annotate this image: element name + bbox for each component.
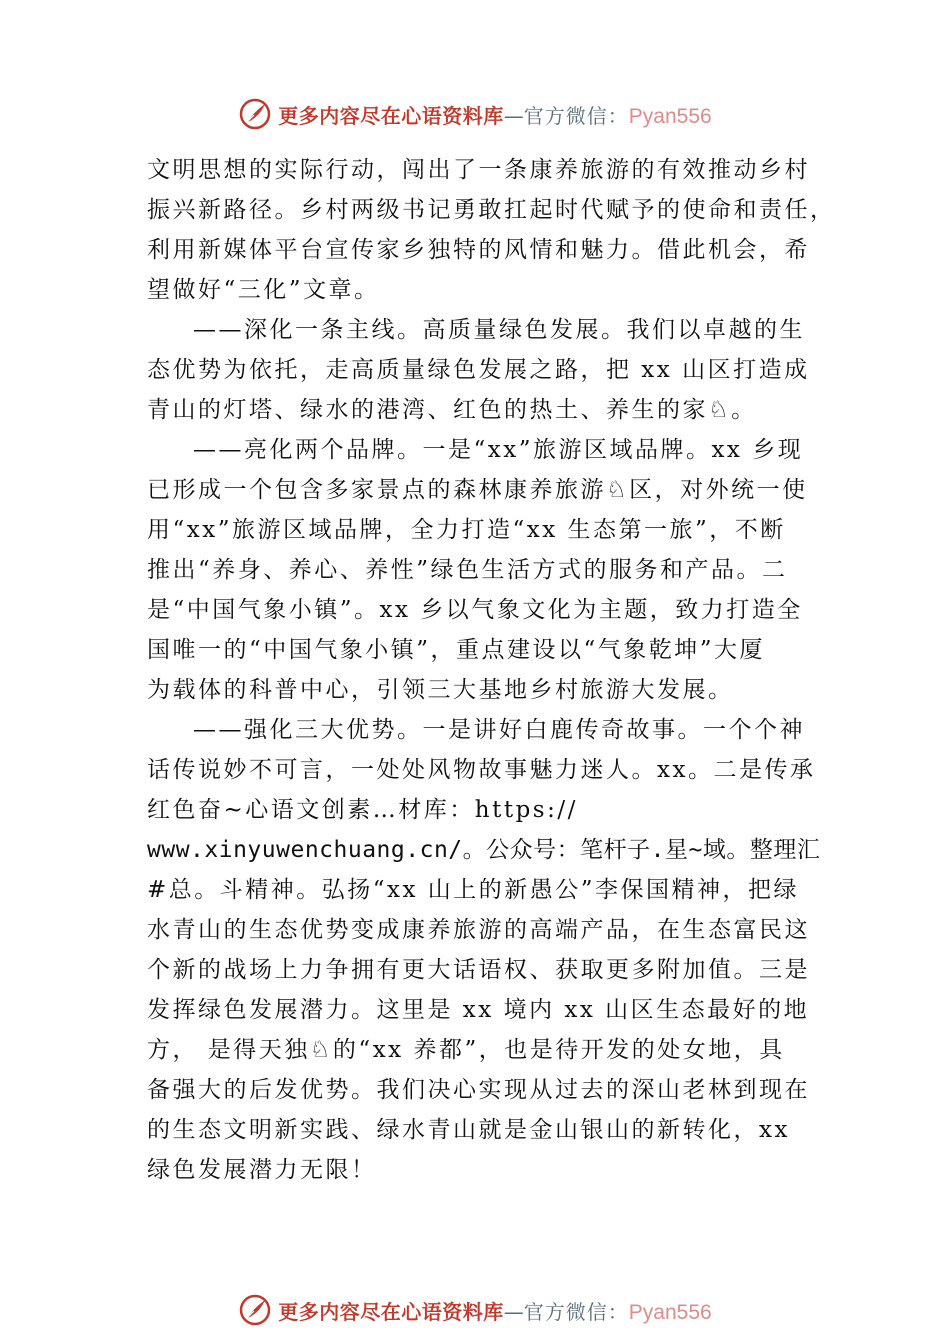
- text-line: 国唯一的“中国气象小镇”，重点建设以“气象乾坤”大厦: [147, 637, 766, 663]
- text-line: 振兴新路径。乡村两级书记勇敢扛起时代赋予的使命和责任，: [147, 197, 836, 223]
- watermark-wechat-label: 官方微信：: [523, 103, 629, 128]
- text-line: 是“中国气象小镇”。xx 乡以气象文化为主题，致力打造全: [147, 597, 803, 623]
- watermark-wechat-id: Pyan556: [628, 1300, 712, 1324]
- text-line: 方， 是得天独♘的“xx 养都”，也是待开发的处女地，具: [147, 1037, 785, 1063]
- paragraph-start-line: ——深化一条主线。高质量绿色发展。我们以卓越的生: [193, 317, 805, 343]
- text-line: 绿色发展潜力无限！: [147, 1157, 377, 1183]
- watermark-wechat-id: Pyan556: [628, 104, 712, 128]
- watermark-brand: 更多内容尽在心语资料库: [278, 103, 504, 128]
- watermark-wechat-label: 官方微信：: [523, 1299, 629, 1324]
- header-watermark: [0, 94, 950, 134]
- watermark-separator: —: [503, 103, 524, 128]
- text-line: 望做好“三化”文章。: [147, 277, 380, 303]
- watermark-separator: —: [503, 1299, 524, 1324]
- text-line: #总。斗精神。弘扬“xx 山上的新愚公”李保国精神，把绿: [147, 877, 800, 903]
- quill-seal-icon: [238, 1293, 272, 1327]
- watermark-brand: 更多内容尽在心语资料库: [278, 1299, 504, 1324]
- text-line: 发挥绿色发展潜力。这里是 xx 境内 xx 山区生态最好的地: [147, 997, 810, 1023]
- text-line: 个新的战场上力争拥有更大话语权、获取更多附加值。三是: [147, 957, 810, 983]
- text-line: 已形成一个包含多家景点的森林康养旅游♘区，对外统一使: [147, 477, 808, 503]
- document-body: [147, 150, 836, 1190]
- paragraph-start-line: ——亮化两个品牌。一是“xx”旅游区域品牌。xx 乡现: [193, 437, 804, 463]
- text-line: 推出“养身、养心、养性”绿色生活方式的服务和产品。二: [147, 557, 788, 583]
- text-line: 文明思想的实际行动，闯出了一条康养旅游的有效推动乡村: [147, 157, 810, 183]
- text-line: 水青山的生态优势变成康养旅游的高端产品，在生态富民这: [147, 917, 810, 943]
- text-line: 青山的灯塔、绿水的港湾、红色的热土、养生的家♘。: [147, 397, 757, 423]
- text-line: 红色奋~心语文创素…材库：https://: [147, 797, 578, 823]
- quill-seal-icon: [238, 97, 272, 131]
- text-line: 利用新媒体平台宣传家乡独特的风情和魅力。借此机会，希: [147, 237, 810, 263]
- url-text-line: www.xinyuwenchuang.cn/。公众号：笔杆子.星~域。整理汇: [147, 837, 821, 863]
- text-line: 话传说妙不可言，一处处风物故事魅力迷人。xx。二是传承: [147, 757, 816, 783]
- text-line: 备强大的后发优势。我们决心实现从过去的深山老林到现在: [147, 1077, 810, 1103]
- text-line: 为载体的科普中心，引领三大基地乡村旅游大发展。: [147, 677, 734, 703]
- text-line: 用“xx”旅游区域品牌，全力打造“xx 生态第一旅”，不断: [147, 517, 786, 543]
- footer-watermark: [0, 1290, 950, 1330]
- text-line: 的生态文明新实践、绿水青山就是金山银山的新转化，xx: [147, 1117, 790, 1143]
- paragraph-start-line: ——强化三大优势。一是讲好白鹿传奇故事。一个个神: [193, 717, 805, 743]
- text-line: 态优势为依托，走高质量绿色发展之路，把 xx 山区打造成: [147, 357, 810, 383]
